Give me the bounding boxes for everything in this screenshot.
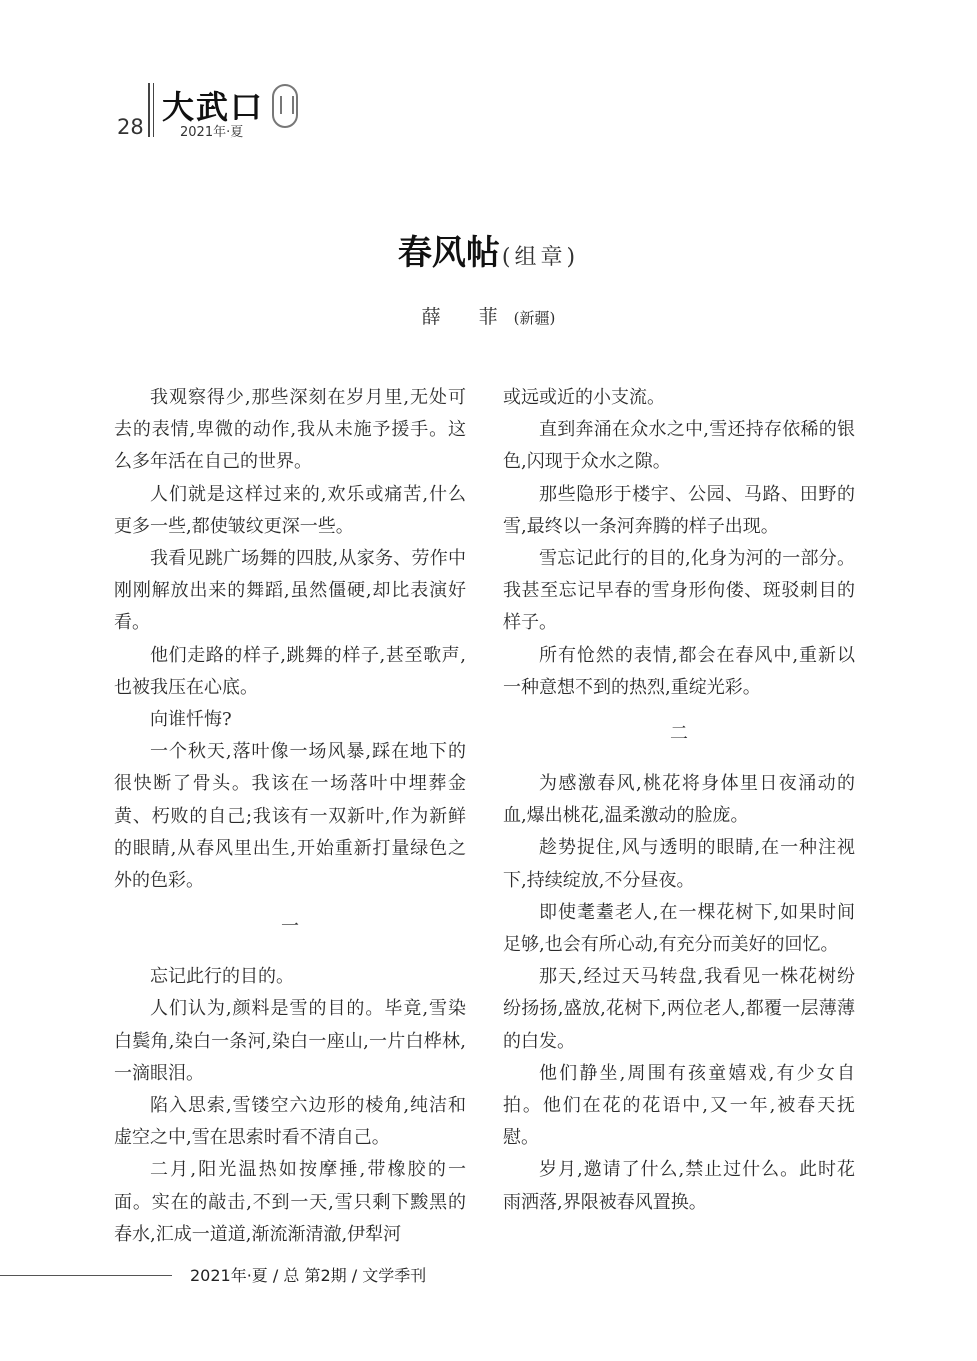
section-number-two: 二 [670,723,688,745]
title-sub: (组章) [501,245,580,270]
paragraph: 我看见跳广场舞的四肢,从家务、劳作中刚刚解放出来的舞蹈,虽然僵硬,却比表演好看。 [114,548,466,634]
paragraph: 向谁忏悔? [150,709,232,731]
header-issue: 2021年·夏 [180,125,244,140]
paragraph: 直到奔涌在众水之中,雪还持存依稀的银色,闪现于众水之隙。 [503,419,855,473]
paragraph: 雪忘记此行的目的,化身为河的一部分。我甚至忘记早春的雪身形佝偻、斑驳刺目的样子。 [503,548,855,634]
paragraph: 那天,经过天马转盘,我看见一株花树纷纷扬扬,盛放,花树下,两位老人,都覆一层薄薄的白发。 [503,966,855,1052]
seal-icon [272,84,298,128]
footer-text: 2021年·夏 / 总 第2期 / 文学季刊 [190,1266,427,1285]
paragraph: 为感激春风,桃花将身体里日夜涌动的血,爆出桃花,温柔激动的脸庞。 [503,773,855,827]
paragraph: 人们就是这样过来的,欢乐或痛苦,什么更多一些,都使皱纹更深一些。 [114,483,466,537]
header-divider-thin [153,83,154,137]
article-title [0,225,977,274]
author-line [0,302,977,329]
paragraph: 岁月,邀请了什么,禁止过什么。此时花雨洒落,界限被春风置换。 [503,1159,855,1213]
paragraph: 陷入思索,雪镂空六边形的棱角,纯洁和虚空之中,雪在思索时看不清自己。 [114,1095,466,1149]
left-column [114,382,466,1251]
paragraph: 那些隐形于楼宇、公园、马路、田野的雪,最终以一条河奔腾的样子出现。 [503,483,855,537]
author-region: (新疆) [513,309,556,327]
magazine-logo: 大武口 [162,88,265,126]
paragraph: 人们认为,颜料是雪的目的。毕竟,雪染白鬓角,染白一条河,染白一座山,一片白桦林,一滴眼泪。 [114,998,466,1084]
paragraph-continued: 或远或近的小支流。 [503,387,665,408]
page-number: 28 [117,115,144,139]
paragraph: 他们走路的样子,跳舞的样子,甚至歌声,也被我压在心底。 [114,644,466,698]
paragraph: 即使耄耋老人,在一棵花树下,如果时间足够,也会有所心动,有充分而美好的回忆。 [503,901,855,956]
author-name: 薛 菲 [421,306,514,328]
section-number-one: 一 [281,916,299,938]
paragraph: 我观察得少,那些深刻在岁月里,无处可去的表情,卑微的动作,我从未施予援手。这么多年活在自己的世界。 [114,387,466,473]
paragraph: 一个秋天,落叶像一场风暴,踩在地下的很快断了骨头。我该在一场落叶中埋葬金黄、朽败的自己;我该有一双新叶,作为新鲜的眼睛,从春风里出生,开始重新打量绿色之外的色彩。 [114,741,466,892]
footer-rule [0,1275,172,1276]
paragraph: 二月,阳光温热如按摩捶,带橡胶的一面。实在的敲击,不到一天,雪只剩下黢黑的春水,汇成一道道,渐流渐清澈,伊犁河 [114,1159,466,1245]
header-divider [148,83,150,137]
title-main: 春风帖 [397,233,500,273]
paragraph: 忘记此行的目的。 [150,966,294,988]
right-column [503,382,855,1219]
paragraph: 他们静坐,周围有孩童嬉戏,有少女自拍。他们在花的花语中,又一年,被春天抚慰。 [503,1062,855,1149]
paragraph: 趁势捉住,风与透明的眼睛,在一种注视下,持续绽放,不分昼夜。 [503,837,855,891]
paragraph: 所有怆然的表情,都会在春风中,重新以一种意想不到的热烈,重绽光彩。 [503,644,855,698]
